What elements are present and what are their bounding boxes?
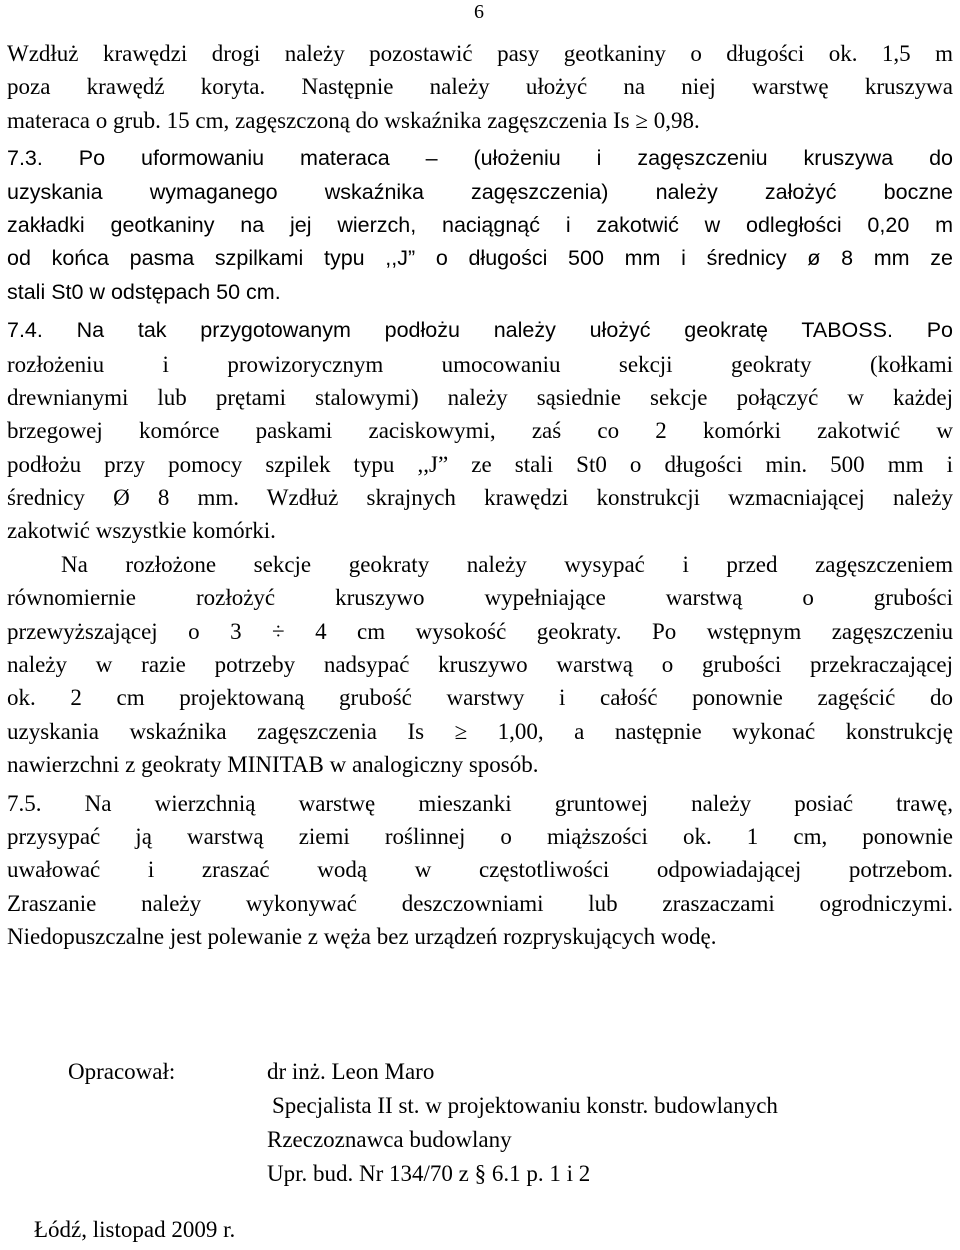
text-line: poza krawędź koryta. Następnie należy ułożyć na niej warstwę kruszywa [7, 74, 953, 100]
author-name: dr inż. Leon Maro [267, 1059, 435, 1084]
text-line: Wzdłuż krawędzi drogi należy pozostawić pasy geotkaniny o długości ok. 1,5 m [7, 41, 953, 66]
text-line: przysypać ją warstwą ziemi roślinnej o miąższości ok. 1 cm, ponownie [7, 823, 953, 849]
text-line: należy w razie potrzeby nadsypać kruszywo warstwą o grubości przekraczającej [7, 652, 953, 678]
document-body [7, 37, 953, 954]
text-line: uwałować i zraszać wodą w częstotliwości odpowiadającej potrzebom. [7, 857, 953, 883]
page-number: 6 [474, 1, 484, 23]
text-line: 7.4. Na tak przygotowanym podłożu należy ułożyć geokratę TABOSS. Po [7, 318, 953, 343]
text-line: materaca o grub. 15 cm, zagęszczoną do wskaźnika zagęszczenia Is ≥ 0,98. [7, 107, 700, 133]
text-line: nawierzchni z geokraty MINITAB w analogiczny sposób. [7, 752, 539, 778]
place-date: Łódź, listopad 2009 r. [34, 1217, 236, 1242]
author-role: Rzeczoznawca budowlany [267, 1127, 512, 1152]
text-line: ok. 2 cm projektowaną grubość warstwy i całość ponownie zagęścić do [7, 685, 953, 711]
text-line: stali St0 w odstępach 50 cm. [7, 279, 281, 304]
author-details [267, 1055, 778, 1191]
text-line: rozłożeniu i prowizorycznym umocowaniu sekcji geokraty (kołkami [7, 351, 953, 377]
author-title: Specjalista II st. w projektowaniu konstr. budowlanych [272, 1093, 778, 1118]
text-line: uzyskania wymaganego wskaźnika zagęszczenia) należy założyć boczne [7, 179, 953, 204]
text-line: drewnianymi lub prętami stalowymi) należy sąsiednie sekcje połączyć w każdej [7, 384, 953, 410]
text-line: od końca pasma szpilkami typu ,,J” o długości 500 mm i średnicy ø 8 mm ze [7, 246, 953, 271]
text-line: równomiernie rozłożyć kruszywo wypełniające warstwą o grubości [7, 585, 953, 611]
text-line: 7.3. Po uformowaniu materaca – (ułożeniu i zagęszczeniu kruszywa do [7, 146, 953, 171]
text-line: Niedopuszczalne jest polewanie z węża bez urządzeń rozpryskujących wodę. [7, 924, 717, 950]
text-line: 7.5. Na wierzchnią warstwę mieszanki gruntowej należy posiać trawę, [7, 790, 953, 816]
text-line: zakładki geotkaniny na jej wierzch, naciągnąć i zakotwić w odległości 0,20 m [7, 212, 953, 237]
text-line: przewyższającej o 3 ÷ 4 cm wysokość geokraty. Po wstępnym zagęszczeniu [7, 618, 953, 644]
text-line: podłożu przy pomocy szpilek typu ,,J” ze stali St0 o długości min. 500 mm i [7, 451, 953, 477]
text-line: brzegowej komórce paskami zaciskowymi, zaś co 2 komórki zakotwić w [7, 418, 953, 444]
text-line: zakotwić wszystkie komórki. [7, 518, 276, 544]
text-line: uzyskania wskaźnika zagęszczenia Is ≥ 1,00, a następnie wykonać konstrukcję [7, 718, 953, 744]
author-license: Upr. bud. Nr 134/70 z § 6.1 p. 1 i 2 [267, 1161, 591, 1186]
text-line: średnicy Ø 8 mm. Wzdłuż skrajnych krawędzi konstrukcji wzmacniającej należy [7, 485, 953, 511]
author-label: Opracował: [68, 1059, 176, 1084]
text-line: Zraszanie należy wykonywać deszczowniami lub zraszaczami ogrodniczymi. [7, 890, 953, 916]
text-line: Na rozłożone sekcje geokraty należy wysypać i przed zagęszczeniem [61, 551, 953, 577]
